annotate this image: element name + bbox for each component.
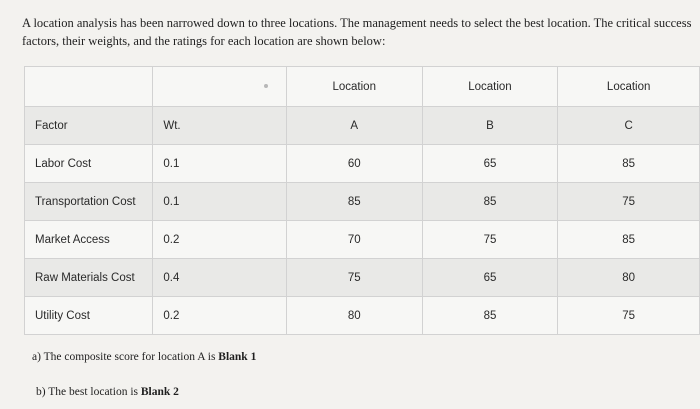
- weight-cell: 0.1: [153, 145, 287, 183]
- header-cell-location-b: Location: [422, 67, 558, 107]
- rating-c-cell: 85: [558, 145, 700, 183]
- rating-a-cell: 80: [286, 297, 422, 335]
- factor-cell: Labor Cost: [25, 145, 153, 183]
- factor-cell: Transportation Cost: [25, 183, 153, 221]
- table-row: [25, 297, 700, 335]
- rating-b-cell: 85: [422, 183, 558, 221]
- rating-a-cell: 75: [286, 259, 422, 297]
- header-cell-empty-1: [25, 67, 153, 107]
- question-b: [36, 386, 179, 398]
- header-cell-location-a: Location: [286, 67, 422, 107]
- rating-c-cell: 80: [558, 259, 700, 297]
- rating-c-cell: 85: [558, 221, 700, 259]
- blank-1-field[interactable]: Blank 1: [218, 351, 257, 363]
- question-a: [32, 351, 256, 363]
- location-b-column-header: B: [422, 107, 558, 145]
- table-row: [25, 221, 700, 259]
- problem-statement: A location analysis has been narrowed down to three locations. The management needs to select the best location. The critical success factors, their weights, and the ratings for each location are shown below:: [22, 16, 692, 48]
- rating-b-cell: 65: [422, 259, 558, 297]
- rating-c-cell: 75: [558, 183, 700, 221]
- table-subheader-row: [25, 107, 700, 145]
- factor-cell: Market Access: [25, 221, 153, 259]
- factor-column-header: Factor: [25, 107, 153, 145]
- rating-a-cell: 70: [286, 221, 422, 259]
- location-a-column-header: A: [286, 107, 422, 145]
- table-row: [25, 183, 700, 221]
- rating-a-cell: 85: [286, 183, 422, 221]
- rating-b-cell: 75: [422, 221, 558, 259]
- table-row: [25, 259, 700, 297]
- blank-2-field[interactable]: Blank 2: [140, 386, 179, 398]
- location-c-column-header: C: [558, 107, 700, 145]
- weight-cell: 0.2: [153, 221, 287, 259]
- header-cell-location-c: Location: [558, 67, 700, 107]
- question-a-text: a) The composite score for location A is: [32, 351, 219, 363]
- factor-cell: Utility Cost: [25, 297, 153, 335]
- rating-b-cell: 85: [422, 297, 558, 335]
- weight-cell: 0.1: [153, 183, 287, 221]
- rating-c-cell: 75: [558, 297, 700, 335]
- table-row: [25, 145, 700, 183]
- location-ratings-table: [24, 66, 700, 335]
- rating-b-cell: 65: [422, 145, 558, 183]
- question-b-text: b) The best location is: [36, 386, 141, 398]
- rating-a-cell: 60: [286, 145, 422, 183]
- weight-cell: 0.4: [153, 259, 287, 297]
- stray-mark: [264, 84, 268, 88]
- weight-cell: 0.2: [153, 297, 287, 335]
- table-header-row: [25, 67, 700, 107]
- weight-column-header: Wt.: [153, 107, 287, 145]
- factor-cell: Raw Materials Cost: [25, 259, 153, 297]
